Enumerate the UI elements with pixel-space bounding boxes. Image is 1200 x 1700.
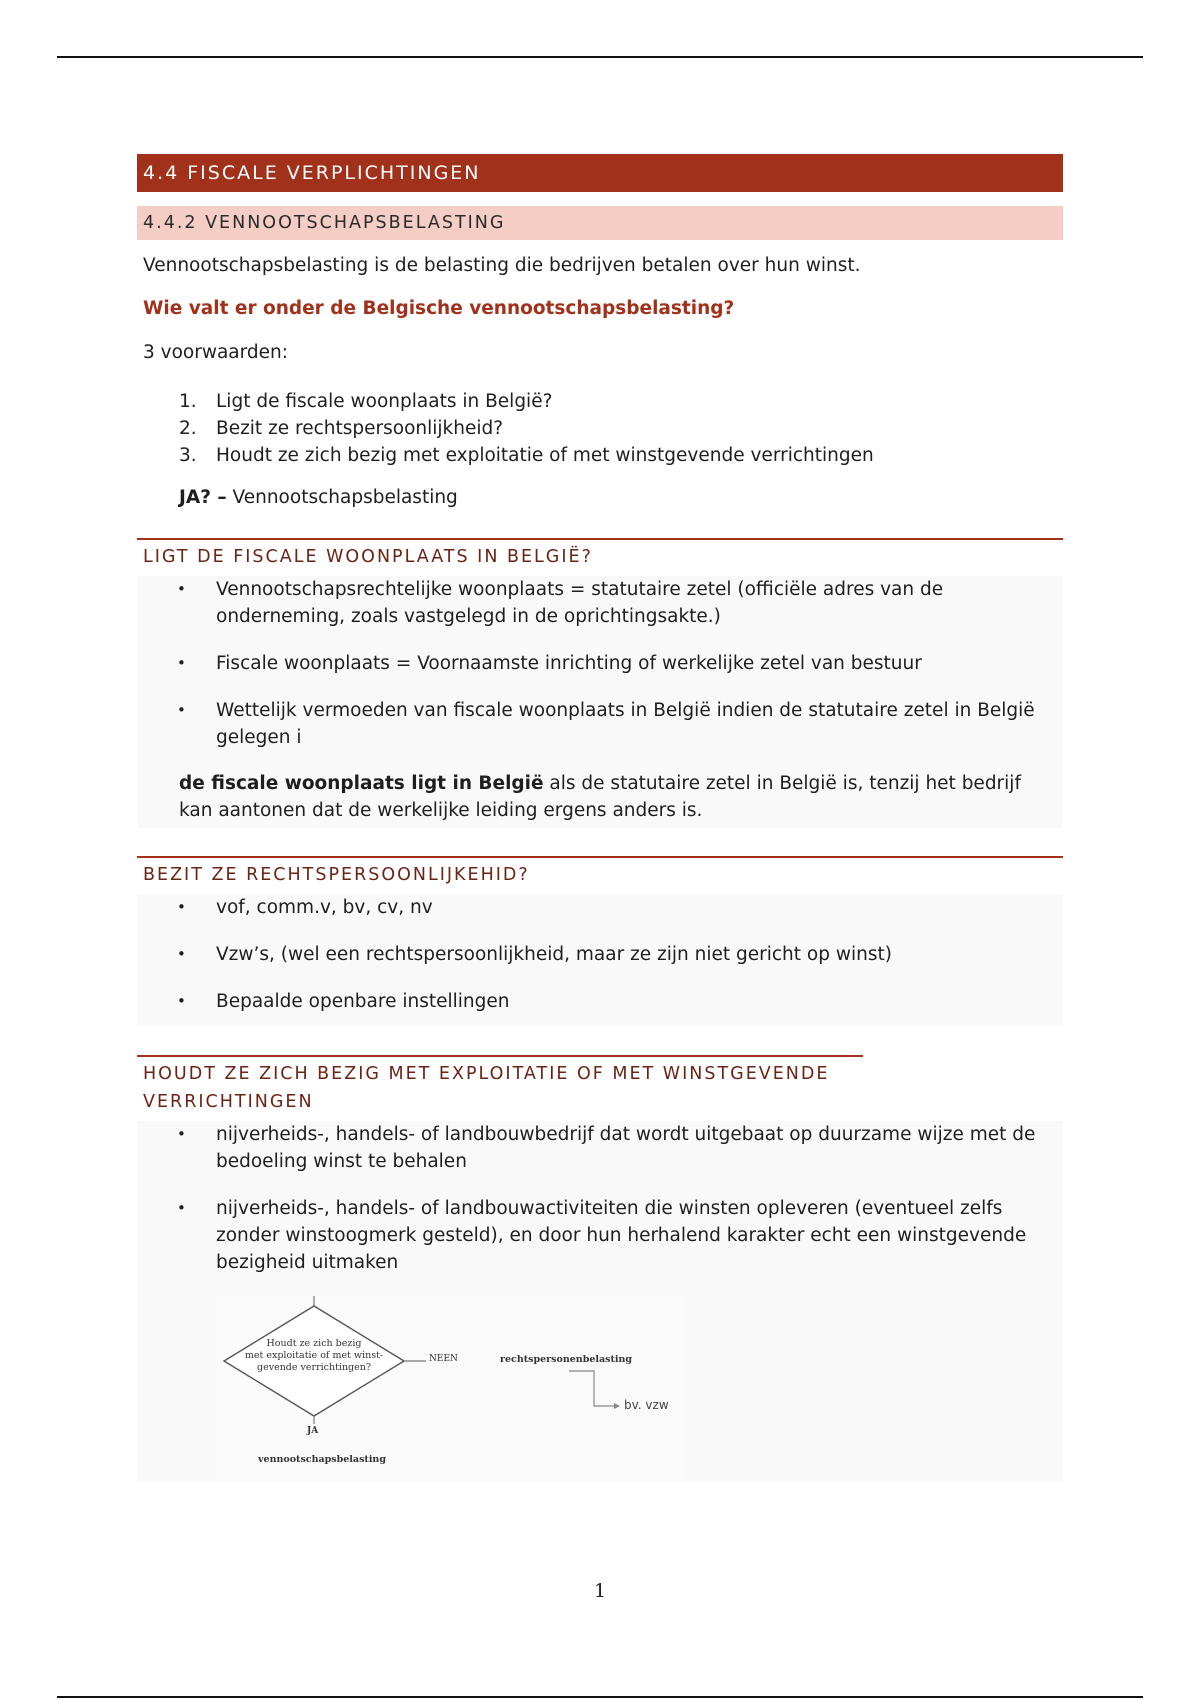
- ja-conclusion: [137, 484, 1063, 511]
- decision-question-line: gevende verrichtingen?: [257, 1362, 371, 1373]
- yes-label: JA: [307, 1426, 319, 1436]
- bullet-icon: •: [177, 1199, 186, 1217]
- section-title-woonplaats: LIGT DE FISCALE WOONPLAATS IN BELGIË?: [137, 538, 1063, 571]
- arrowhead-icon: [614, 1403, 620, 1409]
- bullet-icon: •: [177, 898, 186, 916]
- list-item-text: vof, comm.v, bv, cv, nv: [216, 897, 433, 918]
- list-item: [137, 415, 1063, 442]
- yes-result: vennootschapsbelasting: [258, 1454, 386, 1465]
- diagram-arrow-example: [569, 1371, 614, 1406]
- section-rechtspersoonlijkheid: [137, 894, 1063, 1025]
- conditions-list: [137, 388, 1063, 469]
- bullet-icon: •: [177, 580, 186, 598]
- list-item: [137, 576, 1063, 630]
- list-item-text: Bezit ze rechtspersoonlijkheid?: [216, 418, 504, 439]
- heading-main: 4.4 FISCALE VERPLICHTINGEN: [137, 154, 1063, 192]
- list-item: [137, 988, 1063, 1015]
- list-item: [137, 1195, 1063, 1276]
- list-item-text: nijverheids-, handels- of landbouwactiviteiten die winsten opleveren (eventueel zelfs zonder winstoogmerk gesteld), en door hun herhalend karakter echt een winstgevende bezigheid uitmaken: [216, 1198, 1027, 1273]
- list-item-text: Wettelijk vermoeden van fiscale woonplaats in België indien de statutaire zetel in België gelegen i: [216, 700, 1035, 748]
- list-number: 3.: [179, 445, 197, 466]
- conditions-label: 3 voorwaarden:: [143, 342, 289, 363]
- list-item-text: nijverheids-, handels- of landbouwbedrijf dat wordt uitgebaat op duurzame wijze met de bedoeling winst te behalen: [216, 1124, 1036, 1172]
- bullet-icon: •: [177, 945, 186, 963]
- bullet-list: [137, 1121, 1063, 1276]
- bullet-list: [137, 576, 1063, 751]
- header-rule: [57, 56, 1143, 58]
- decision-question-line: Houdt ze zich bezig: [266, 1338, 362, 1349]
- list-item-text: Vennootschapsrechtelijke woonplaats = statutaire zetel (officiële adres van de onderneming, zoals vastgelegd in de oprichtingsakte.): [216, 579, 944, 627]
- no-result: rechtspersonenbelasting: [500, 1354, 633, 1365]
- bullet-icon: •: [177, 1125, 186, 1143]
- bullet-list: [137, 894, 1063, 1015]
- page-number: 1: [593, 1580, 607, 1602]
- list-item: [137, 894, 1063, 921]
- section-woonplaats: [137, 576, 1063, 828]
- list-item: [137, 650, 1063, 677]
- list-item: [137, 1121, 1063, 1175]
- page-content: [137, 154, 1063, 1481]
- section-exploitatie: [137, 1121, 1063, 1481]
- woonplaats-conclusion: [137, 770, 1063, 828]
- ja-bold: JA? –: [179, 487, 227, 508]
- list-item: [137, 697, 1063, 751]
- list-item: [137, 941, 1063, 968]
- bullet-icon: •: [177, 654, 186, 672]
- section-title-exploitatie: HOUDT ZE ZICH BEZIG MET EXPLOITATIE OF MET WINSTGEVENDE VERRICHTINGEN: [137, 1055, 863, 1116]
- list-item-text: Bepaalde openbare instellingen: [216, 991, 510, 1012]
- bullet-icon: •: [177, 992, 186, 1010]
- question-heading: Wie valt er onder de Belgische vennootschapsbelasting?: [143, 298, 735, 319]
- heading-sub: 4.4.2 VENNOOTSCHAPSBELASTING: [137, 206, 1063, 240]
- list-item-text: Houdt ze zich bezig met exploitatie of met winstgevende verrichtingen: [216, 445, 874, 466]
- list-number: 1.: [179, 391, 197, 412]
- decision-question: [244, 1338, 384, 1374]
- list-item-text: Vzw’s, (wel een rechtspersoonlijkheid, maar ze zijn niet gericht op winst): [216, 944, 892, 965]
- decision-question-line: met exploitatie of met winst-: [244, 1350, 384, 1361]
- no-label: NEEN: [429, 1354, 458, 1364]
- decision-diagram: [214, 1296, 684, 1481]
- list-item-text: Ligt de fiscale woonplaats in België?: [216, 391, 553, 412]
- list-item: [137, 388, 1063, 415]
- list-item: [137, 442, 1063, 469]
- conclusion-bold: de fiscale woonplaats ligt in België: [179, 773, 544, 794]
- intro-text: Vennootschapsbelasting is de belasting die bedrijven betalen over hun winst.: [143, 255, 861, 276]
- list-number: 2.: [179, 418, 197, 439]
- footer-rule: [57, 1696, 1143, 1698]
- section-title-rechtspersoonlijkheid: BEZIT ZE RECHTSPERSOONLIJKEHID?: [137, 856, 1063, 889]
- example-label: bv. vzw: [624, 1398, 669, 1412]
- list-item-text: Fiscale woonplaats = Voornaamste inrichting of werkelijke zetel van bestuur: [216, 653, 922, 674]
- ja-text: Vennootschapsbelasting: [226, 487, 458, 508]
- conclusion-text: als de statutaire zetel in België is, tenzij het bedrijf kan aantonen dat de werkelijke leiding ergens anders is.: [179, 773, 1021, 821]
- bullet-icon: •: [177, 701, 186, 719]
